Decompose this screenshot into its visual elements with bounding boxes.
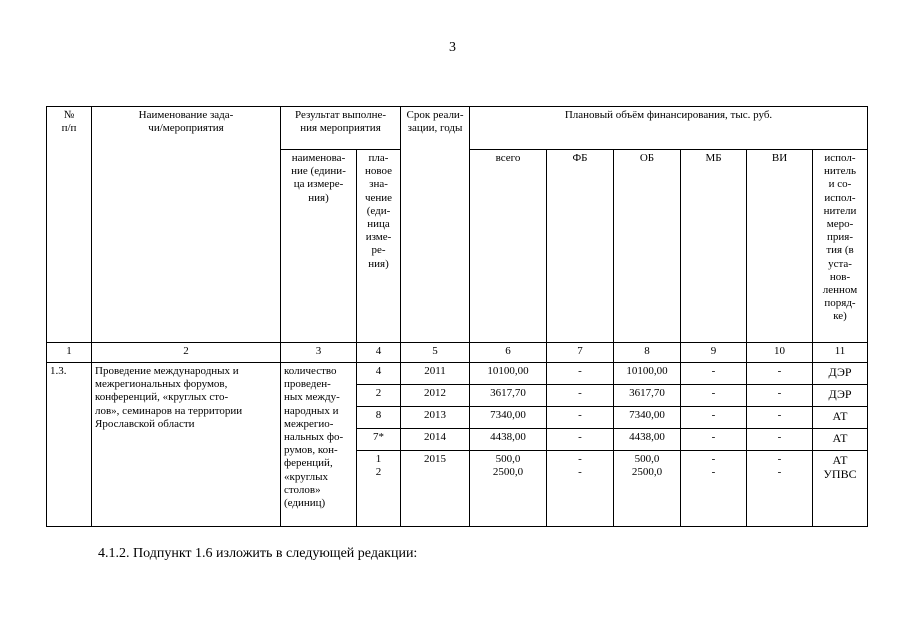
header-mb: МБ — [681, 150, 747, 343]
column-number: 4 — [357, 343, 401, 363]
amendment-text: 4.1.2. Подпункт 1.6 изложить в следующей редакции: — [98, 546, 418, 561]
year-cell: 2014 — [401, 429, 470, 451]
header-fb: ФБ — [547, 150, 614, 343]
column-number-row — [47, 343, 868, 363]
fb-cell: - — [547, 407, 614, 429]
column-number: 11 — [813, 343, 868, 363]
executor-cell: АТ — [813, 407, 868, 429]
total-cell: 3617,70 — [470, 385, 547, 407]
fb-cell: - — [547, 385, 614, 407]
column-number: 1 — [47, 343, 92, 363]
header-vi: ВИ — [747, 150, 813, 343]
planned-value-cell: 2 — [357, 385, 401, 407]
header-task-name: Наименование зада- чи/мероприятия — [92, 107, 281, 343]
ob-cell: 10100,00 — [614, 363, 681, 385]
fb-cell: - - — [547, 451, 614, 527]
column-number: 5 — [401, 343, 470, 363]
planned-value-cell: 7* — [357, 429, 401, 451]
vi-cell: - — [747, 363, 813, 385]
planned-value-cell: 8 — [357, 407, 401, 429]
total-cell: 4438,00 — [470, 429, 547, 451]
executor-cell: АТ — [813, 429, 868, 451]
mb-cell: - — [681, 385, 747, 407]
vi-cell: - — [747, 407, 813, 429]
total-cell: 7340,00 — [470, 407, 547, 429]
column-number: 2 — [92, 343, 281, 363]
ob-cell: 7340,00 — [614, 407, 681, 429]
vi-cell: - - — [747, 451, 813, 527]
vi-cell: - — [747, 429, 813, 451]
mb-cell: - — [681, 429, 747, 451]
header-financing: Плановый объём финансирования, тыс. руб. — [470, 107, 868, 150]
executor-cell: ДЭР — [813, 385, 868, 407]
planned-value-cell: 1 2 — [357, 451, 401, 527]
year-cell: 2015 — [401, 451, 470, 527]
row-num: 1.3. — [47, 363, 92, 527]
table-row — [47, 363, 868, 385]
executor-cell: АТ УПВС — [813, 451, 868, 527]
financing-table — [46, 106, 868, 527]
header-executor: испол- нитель и со- испол- нители меро- прия- тия (в уста- нов- ленном поряд- ке) — [813, 150, 868, 343]
year-cell: 2012 — [401, 385, 470, 407]
column-number: 9 — [681, 343, 747, 363]
column-number: 3 — [281, 343, 357, 363]
total-cell: 10100,00 — [470, 363, 547, 385]
row-result-name: количество проведен- ных между- народных и межрегио- нальных фо- румов, кон- ференций, «круглых столов» (единиц) — [281, 363, 357, 527]
column-number: 8 — [614, 343, 681, 363]
header-result-name: наименова- ние (едини- ца измере- ния) — [281, 150, 357, 343]
mb-cell: - — [681, 363, 747, 385]
total-cell: 500,0 2500,0 — [470, 451, 547, 527]
mb-cell: - — [681, 407, 747, 429]
ob-cell: 500,0 2500,0 — [614, 451, 681, 527]
column-number: 6 — [470, 343, 547, 363]
executor-cell: ДЭР — [813, 363, 868, 385]
row-task-name: Проведение международных и межрегиональных форумов, конференций, «круглых сто- лов», семинаров на территории Ярославской области — [92, 363, 281, 527]
fb-cell: - — [547, 363, 614, 385]
year-cell: 2013 — [401, 407, 470, 429]
year-cell: 2011 — [401, 363, 470, 385]
page-number: 3 — [449, 40, 456, 55]
mb-cell: - - — [681, 451, 747, 527]
header-total: всего — [470, 150, 547, 343]
planned-value-cell: 4 — [357, 363, 401, 385]
fb-cell: - — [547, 429, 614, 451]
header-ob: ОБ — [614, 150, 681, 343]
header-term: Срок реали- зации, годы — [401, 107, 470, 343]
column-number: 7 — [547, 343, 614, 363]
header-planned-value: пла- новое зна- чение (еди- ница изме- ре- ния) — [357, 150, 401, 343]
ob-cell: 3617,70 — [614, 385, 681, 407]
ob-cell: 4438,00 — [614, 429, 681, 451]
header-num: № п/п — [47, 107, 92, 343]
vi-cell: - — [747, 385, 813, 407]
column-number: 10 — [747, 343, 813, 363]
header-result: Результат выполне- ния мероприятия — [281, 107, 401, 150]
